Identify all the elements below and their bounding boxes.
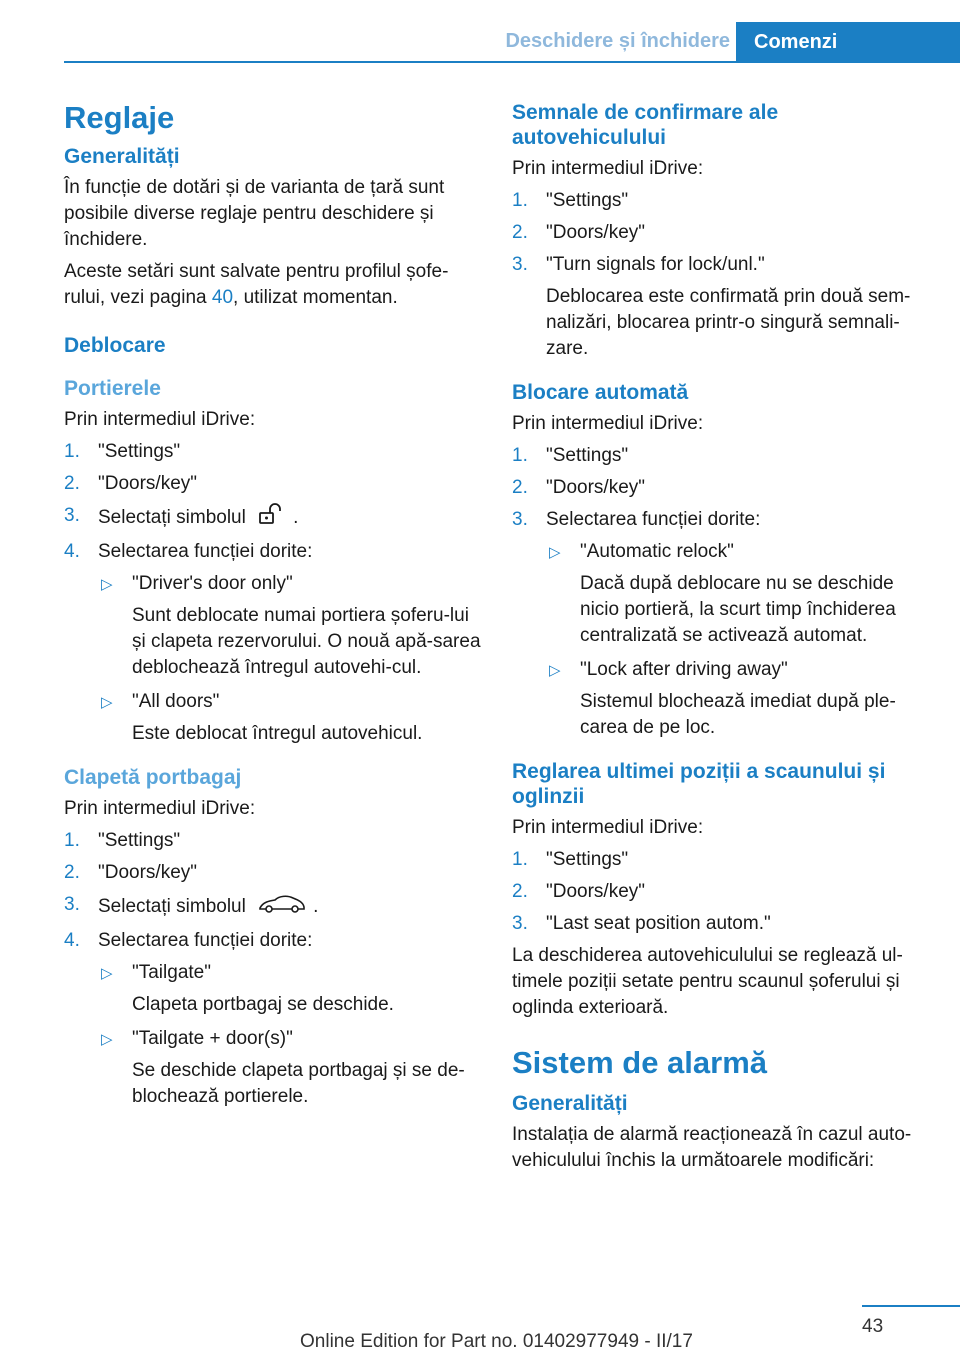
footer-rule — [862, 1305, 960, 1307]
paragraph: Prin intermediul iDrive: — [64, 798, 256, 819]
car-tailgate-icon — [257, 892, 307, 922]
header-chapter-tab: Comenzi — [736, 22, 960, 63]
heading-reglarea-pozitii: Reglarea ultimei poziții a scaunului și oglinzii — [512, 760, 886, 808]
list-item: 2. "Doors/key" — [64, 473, 198, 494]
list-item: 4. Selectarea funcției dorite: ▷ "Tailgate" Clapeta portbagaj se deschide. ▷ "Tailgate + door(s)" Se deschide clapeta portbagaj și se de-blochează portierele. — [64, 928, 484, 1110]
header-section-title: Deschidere și închidere — [505, 30, 730, 52]
heading-portierele: Portierele — [64, 377, 161, 400]
page-number: 43 — [862, 1316, 884, 1337]
steps-list — [64, 828, 484, 1110]
list-item: ▷ "Tailgate + door(s)" Se deschide clapeta portbagaj și se de-blochează portierele. — [101, 1028, 465, 1107]
paragraph: În funcție de dotări și de varianta de țară sunt posibile diverse reglaje pentru deschidere și închidere. — [64, 177, 445, 250]
list-item: 2. "Doors/key" — [512, 477, 646, 498]
list-item: 1. "Settings" — [512, 445, 629, 466]
paragraph: Prin intermediul iDrive: — [512, 817, 704, 838]
paragraph: Prin intermediul iDrive: — [512, 413, 704, 434]
page-link[interactable]: 40 — [211, 287, 234, 308]
paragraph: Prin intermediul iDrive: — [64, 409, 256, 430]
list-item: ▷ "Tailgate" Clapeta portbagaj se deschide. — [101, 962, 394, 1015]
list-item: 3. "Last seat position autom." — [512, 913, 771, 934]
unlock-icon — [257, 503, 287, 533]
section-title-reglaje: Reglaje — [64, 100, 175, 135]
list-item: ▷ "All doors" Este deblocat întregul autovehicul. — [101, 691, 423, 744]
paragraph: La deschiderea autovehiculului se reglează ul-timele poziții setate pentru scaunul șoferului și oglinda exterioară. — [512, 945, 903, 1018]
heading-semnale: Semnale de confirmare ale autovehiculului — [512, 101, 779, 149]
header-rule — [64, 61, 960, 63]
steps-list — [512, 443, 932, 741]
list-item: ▷ "Automatic relock" Dacă după deblocare nu se deschide nicio portieră, la scurt timp închiderea centralizată se activează automat. — [549, 541, 896, 646]
paragraph: Instalația de alarmă reacționează în cazul auto-vehiculului închis la următoarele modificări: — [512, 1124, 912, 1171]
list-item: ▷ "Lock after driving away" Sistemul blochează imediat după ple-carea de pe loc. — [549, 659, 896, 738]
heading-deblocare: Deblocare — [64, 334, 166, 357]
list-item: 3. Selectarea funcției dorite: ▷ "Automatic relock" Dacă după deblocare nu se deschide nicio portieră, la scurt timp închiderea centralizată se activează automat. ▷ "Lock after driving away" Sistemul blochează imediat după ple-carea de pe loc. — [512, 507, 932, 741]
list-item: 3. Selectați simbolul . — [64, 892, 484, 922]
list-item: 1. "Settings" — [64, 441, 181, 462]
list-item: ▷ "Driver's door only" Sunt deblocate numai portiera șoferu-lui și clapeta rezervorului. O nouă apă-sarea deblochează întregul autovehi-cul. — [101, 573, 481, 678]
section-title-sistem-alarma: Sistem de alarmă — [512, 1045, 768, 1080]
list-item: 4. Selectarea funcției dorite: ▷ "Driver's door only" Sunt deblocate numai portiera șoferu-lui și clapeta rezervorului. O nouă apă-sarea deblochează întregul autovehi-cul. ▷ "All doors" Este deblocat întregul autovehicul. — [64, 539, 484, 747]
heading-clapeta-portbagaj: Clapetă portbagaj — [64, 766, 242, 789]
list-item: 1. "Settings" — [64, 830, 181, 851]
options-list — [546, 539, 932, 741]
list-item: 3. Selectați simbolul . — [64, 503, 484, 533]
options-list — [98, 571, 484, 747]
footer-edition: Online Edition for Part no. 01402977949 - II/17 — [300, 1331, 693, 1352]
paragraph: Aceste setări sunt salvate pentru profilul șofe-rului, vezi pagina 40, utilizat momentan. — [64, 261, 449, 308]
list-item: 2. "Doors/key" — [512, 881, 646, 902]
paragraph: Prin intermediul iDrive: — [512, 158, 704, 179]
list-item: 3. "Turn signals for lock/unl." Deblocarea este confirmată prin două sem-nalizări, blocarea printr-o singură semnali-zare. — [512, 254, 911, 359]
steps-list — [512, 847, 932, 937]
list-item: 1. "Settings" — [512, 190, 629, 211]
right-column — [512, 100, 932, 1180]
list-item: 2. "Doors/key" — [64, 862, 198, 883]
heading-generalitati-alarma: Generalități — [512, 1092, 628, 1115]
heading-blocare-automata: Blocare automată — [512, 381, 689, 404]
steps-list — [64, 439, 484, 747]
list-item: 2. "Doors/key" — [512, 222, 646, 243]
left-column — [64, 100, 484, 1118]
options-list — [98, 960, 484, 1110]
list-item: 1. "Settings" — [512, 849, 629, 870]
steps-list — [512, 188, 932, 362]
heading-generalitati: Generalități — [64, 145, 180, 168]
